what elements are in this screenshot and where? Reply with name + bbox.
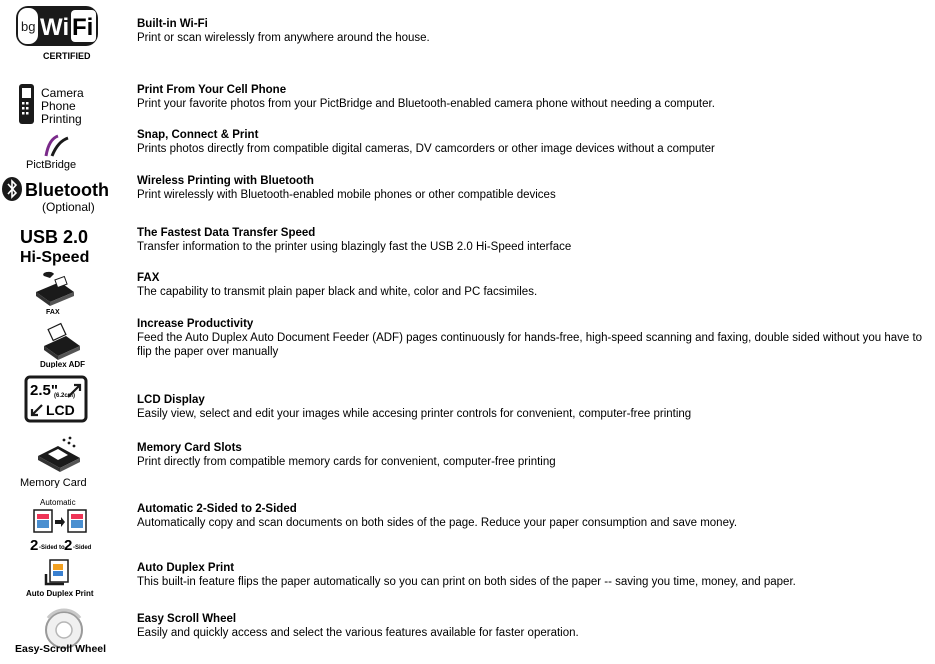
two-sided-copy-icon: [28, 496, 98, 554]
svg-text:LCD: LCD: [46, 402, 75, 418]
camera-phone-printing-icon: [16, 82, 96, 126]
feature-description: Print your favorite photos from your PictBridge and Bluetooth-enabled camera phone without needing a computer.: [137, 98, 715, 110]
feature-description: Print wirelessly with Bluetooth-enabled mobile phones or other compatible devices: [137, 189, 556, 201]
pictbridge-icon: [24, 132, 84, 172]
feature-title: Automatic 2-Sided to 2-Sided: [137, 503, 297, 515]
feature-description: Prints photos directly from compatible digital cameras, DV camcorders or other image devices without a computer: [137, 143, 715, 155]
svg-text:2.5": 2.5": [30, 382, 58, 399]
feature-title: LCD Display: [137, 394, 205, 406]
svg-text:Printing: Printing: [41, 112, 82, 126]
feature-title: FAX: [137, 272, 160, 284]
svg-text:Fi: Fi: [72, 14, 94, 41]
svg-text:USB 2.0: USB 2.0: [20, 227, 89, 247]
svg-text:-Sided: -Sided: [73, 545, 92, 551]
feature-title: Auto Duplex Print: [137, 562, 235, 574]
svg-text:Easy-Scroll Wheel: Easy-Scroll Wheel: [15, 643, 107, 655]
svg-text:(Optional): (Optional): [42, 200, 95, 214]
svg-text:Camera: Camera: [41, 86, 84, 100]
bluetooth-icon: [0, 175, 110, 217]
feature-description: Transfer information to the printer using blazingly fast the USB 2.0 Hi-Speed interface: [137, 241, 572, 253]
feature-title: Wireless Printing with Bluetooth: [137, 175, 314, 187]
feature-description: The capability to transmit plain paper black and white, color and PC facsimiles.: [137, 286, 538, 298]
auto-duplex-print-icon: [24, 558, 110, 600]
svg-text:2: 2: [30, 537, 39, 554]
memory-card-icon: [18, 436, 110, 488]
feature-title: The Fastest Data Transfer Speed: [137, 227, 316, 239]
feature-description: Easily and quickly access and select the various features available for faster operation.: [137, 627, 579, 639]
svg-text:bg: bg: [21, 19, 36, 34]
svg-text:Wi: Wi: [40, 14, 70, 41]
feature-description: Automatically copy and scan documents on both sides of the page. Reduce your paper consumption and save money.: [137, 517, 738, 529]
feature-description: Print directly from compatible memory cards for convenient, computer-free printing: [137, 456, 556, 468]
svg-text:Hi-Speed: Hi-Speed: [20, 249, 90, 266]
feature-description: This built-in feature flips the paper automatically so you can print on both sides of the paper -- saving you time, money, and paper.: [137, 576, 796, 588]
svg-text:Memory Card: Memory Card: [20, 477, 87, 488]
wifi-certified-icon: [14, 4, 104, 60]
svg-text:Duplex ADF: Duplex ADF: [40, 360, 86, 368]
feature-title: Memory Card Slots: [137, 442, 242, 454]
svg-text:Auto Duplex Print: Auto Duplex Print: [26, 589, 94, 598]
svg-text:2: 2: [64, 537, 73, 554]
usb-hi-speed-icon: [18, 224, 102, 266]
svg-text:Bluetooth: Bluetooth: [25, 180, 109, 200]
feature-description: Print or scan wirelessly from anywhere around the house.: [137, 32, 430, 44]
feature-title: Increase Productivity: [137, 318, 254, 330]
feature-title: Snap, Connect & Print: [137, 129, 259, 141]
feature-description: Easily view, select and edit your images while accesing printer controls for convenient, computer-free printing: [137, 408, 692, 420]
fax-icon: [30, 270, 80, 316]
svg-text:Phone: Phone: [41, 99, 76, 113]
svg-text:PictBridge: PictBridge: [26, 159, 77, 171]
duplex-adf-icon: [36, 322, 92, 368]
lcd-display-icon: [24, 375, 90, 425]
svg-text:FAX: FAX: [46, 309, 60, 316]
feature-title: Easy Scroll Wheel: [137, 613, 237, 625]
svg-text:(6.2cm): (6.2cm): [54, 393, 76, 399]
svg-text:CERTIFIED: CERTIFIED: [43, 51, 91, 60]
feature-title: Built-in Wi-Fi: [137, 18, 208, 30]
easy-scroll-wheel-icon: [14, 608, 114, 656]
feature-title: Print From Your Cell Phone: [137, 84, 287, 96]
svg-text:Automatic: Automatic: [40, 498, 76, 507]
svg-text:-Sided to: -Sided to: [39, 545, 65, 551]
feature-description: Feed the Auto Duplex Auto Document Feeder (ADF) pages continuously for hands-free, high-speed scanning and faxing, double sided without you have to flip the paper over manually: [137, 332, 923, 358]
